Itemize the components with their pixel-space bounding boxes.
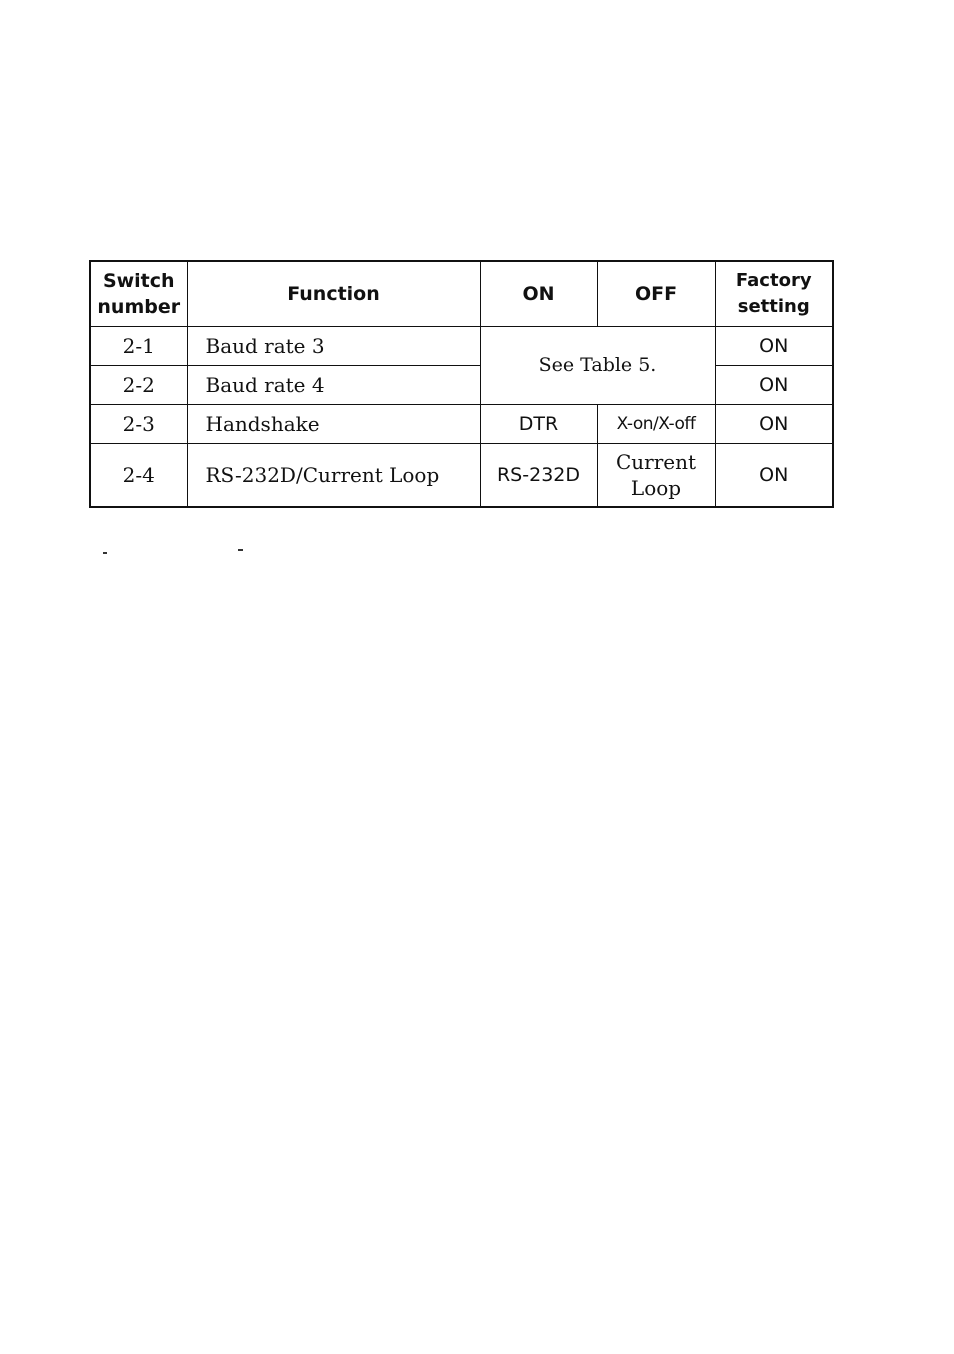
- table-row: [90, 404, 833, 443]
- header-switch-number: Switch number: [90, 261, 187, 326]
- table-row: [90, 326, 833, 365]
- cell-see-table: See Table 5.: [480, 326, 715, 404]
- cell-off: X-on/X-off: [597, 404, 715, 443]
- cell-switch: 2-2: [90, 365, 187, 404]
- scan-speck: [238, 549, 243, 551]
- cell-factory: ON: [715, 365, 833, 404]
- cell-factory: ON: [715, 443, 833, 507]
- table-header-row: [90, 261, 833, 326]
- cell-on: DTR: [480, 404, 597, 443]
- switch-settings-table: [89, 260, 834, 508]
- cell-function: Baud rate 4: [187, 365, 480, 404]
- cell-function: Baud rate 3: [187, 326, 480, 365]
- cell-switch: 2-3: [90, 404, 187, 443]
- header-function: Function: [187, 261, 480, 326]
- header-off: OFF: [597, 261, 715, 326]
- cell-function: Handshake: [187, 404, 480, 443]
- cell-off: Current Loop: [597, 443, 715, 507]
- cell-factory: ON: [715, 326, 833, 365]
- header-factory-setting: Factory setting: [715, 261, 833, 326]
- table-row: [90, 443, 833, 507]
- cell-function: RS-232D/Current Loop: [187, 443, 480, 507]
- table-row: [90, 365, 833, 404]
- header-on: ON: [480, 261, 597, 326]
- cell-switch: 2-4: [90, 443, 187, 507]
- scan-speck: [103, 552, 107, 554]
- cell-on: RS-232D: [480, 443, 597, 507]
- cell-switch: 2-1: [90, 326, 187, 365]
- cell-factory: ON: [715, 404, 833, 443]
